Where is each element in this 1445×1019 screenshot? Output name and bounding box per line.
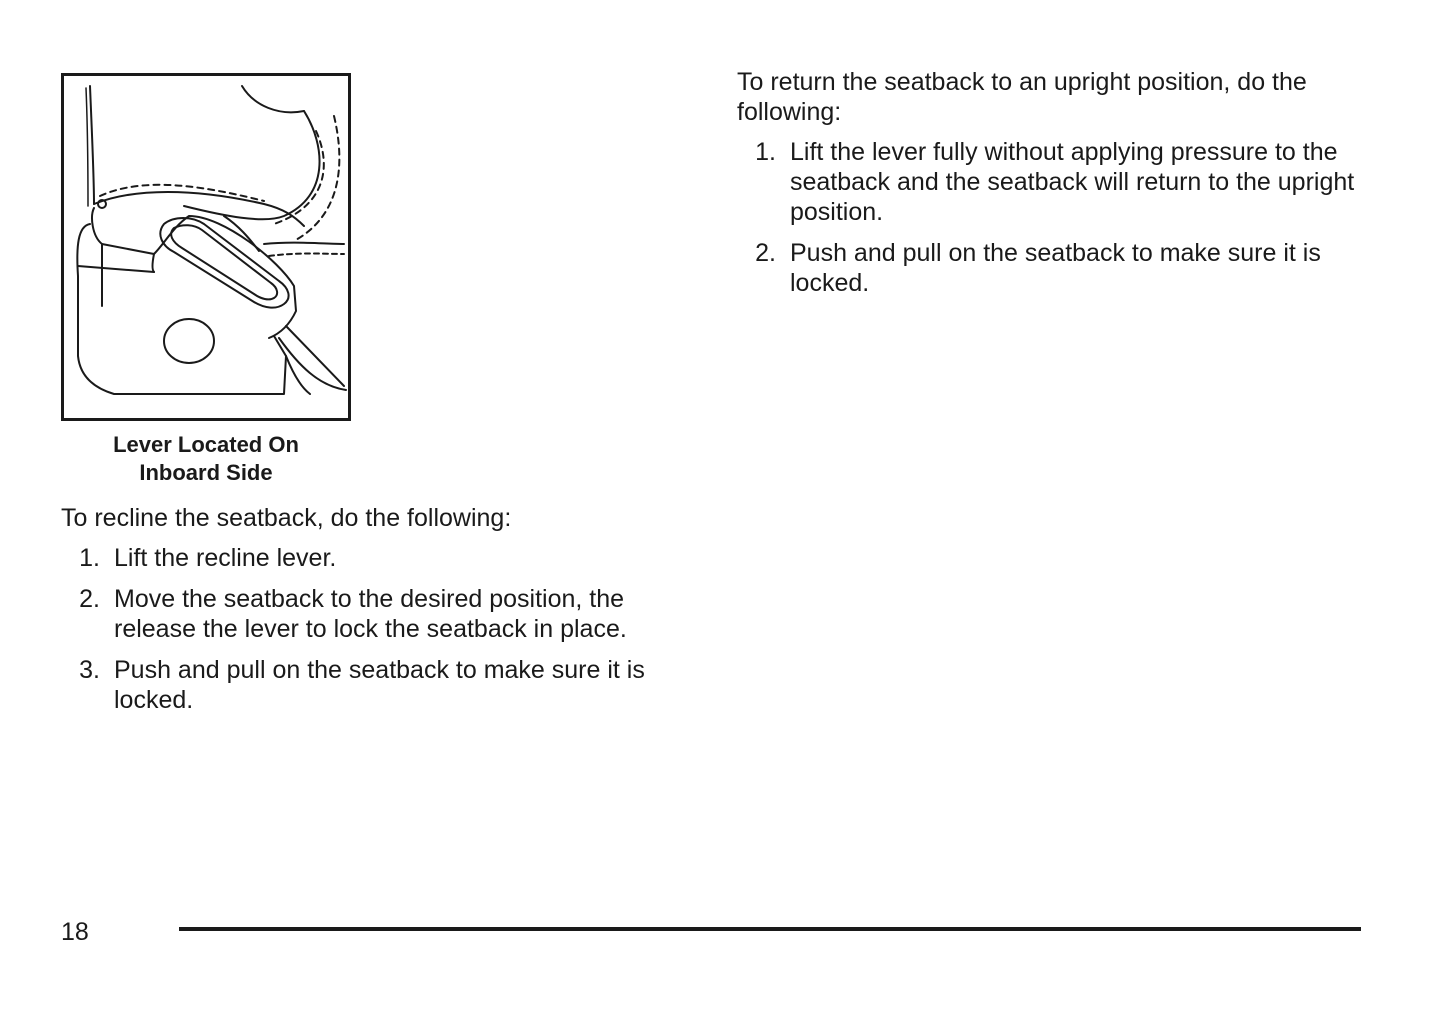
list-item [61, 584, 691, 644]
step-number: 2. [79, 585, 100, 613]
upright-steps [737, 137, 1377, 298]
step-number: 2. [755, 239, 776, 267]
step-text: Push and pull on the seatback to make sure it is locked. [114, 656, 645, 714]
list-item [737, 238, 1377, 298]
step-number: 1. [755, 138, 776, 166]
lever-illustration-frame [61, 73, 351, 421]
step-number: 1. [79, 544, 100, 572]
seat-lever-illustration [64, 76, 348, 418]
figure-caption [61, 431, 351, 487]
step-text: Lift the recline lever. [114, 544, 337, 572]
footer-divider [179, 927, 1361, 931]
list-item [61, 543, 691, 573]
recline-intro: To recline the seatback, do the following: [61, 504, 512, 532]
upright-instructions [737, 67, 1377, 309]
list-item [61, 655, 691, 715]
upright-intro: To return the seatback to an upright position, do the following: [737, 68, 1307, 126]
page-number: 18 [61, 918, 89, 946]
recline-instructions [61, 503, 691, 726]
recline-steps [61, 543, 691, 715]
caption-line-2: Inboard Side [139, 460, 273, 485]
step-text: Lift the lever fully without applying pressure to the seatback and the seatback will return to the upright position. [790, 138, 1355, 226]
step-text: Push and pull on the seatback to make sure it is locked. [790, 239, 1321, 297]
step-text: Move the seatback to the desired position, the release the lever to lock the seatback in place. [114, 585, 627, 643]
caption-line-1: Lever Located On [113, 432, 299, 457]
list-item [737, 137, 1377, 227]
step-number: 3. [79, 656, 100, 684]
